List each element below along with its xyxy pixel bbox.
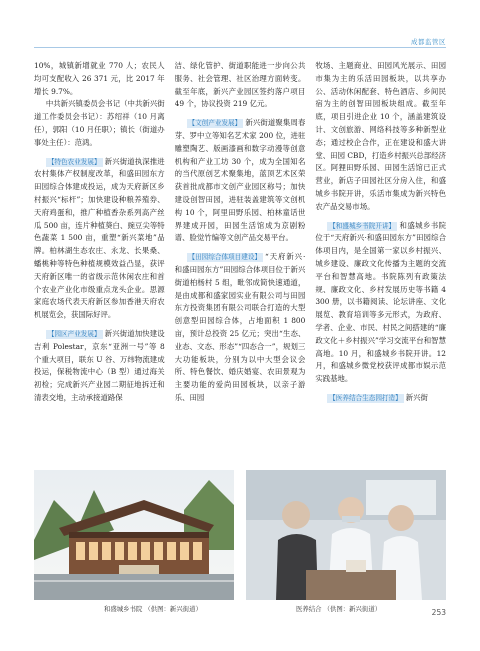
column-1 (34, 60, 165, 462)
paragraph: 洁、绿化管护、街道职能进一步向公共服务、社会管理、社区治理方面转变。截至年底，新兴产业园区签约落户项目 49 个，协议投资 219 亿元。 (174, 61, 306, 109)
section-paragraph (34, 328, 165, 405)
section-tag: 成都监管区 (411, 38, 446, 46)
photo-medical-care (246, 470, 446, 600)
section-paragraph (34, 156, 165, 322)
photo-library-building (34, 470, 234, 600)
section-paragraph (315, 220, 446, 386)
section-label: 【和盛城乡书院开讲】 (329, 221, 396, 230)
section-text: 新兴街道执深推进农村集体产权制度改革，和盛田园东方田园综合体建成投运，成为天府新区乡村振兴“标杆”；加快建设种粮养殖券、天府鸡蛋和，推广种植香杂系列高产丝瓜 500 亩，连片种植葵白、豌豆尖等特色蔬菜 1 500 亩，重塑“新兴菜地”品牌。柏林湖生态农庄、永龙、长果桑、蟠桃种等特色种植规模效益凸显，获评天府新区唯一的省级示范休闲农庄和首个农业产业化市级重点龙头企业。思源家庭农场代表天府新区参加香港天府农机展览会，获国际好评。 (34, 156, 165, 320)
paragraph: 10%，城镇新增就业 770 人；农民人均可支配收入 26 371 元，比 2017 年增长 9.7%。 (34, 61, 165, 96)
section-label: 【田园综合体项目建设】 (188, 253, 262, 262)
section-text: 新兴街道聚集周春芽、罗中立等知名艺术家 200 位，进驻雕塑陶艺、版画漆画和数字动漫等创意机构和产业工坊 30 个，成为全国知名的当代原创艺术聚集地，蓝顶艺术区荣获首批成都市文创产业园区称号；加快建设创智田园，进驻装盖建筑等文创机构 10 个，阿里田野乐园、柏林童话世界建成开园，田园生活馆成为京剧粉谱、脸觉竹编等文创产品交易平台。 (174, 118, 306, 243)
section-text: 和盛城乡书院位于“天府新兴·和盛田园东方”田园综合体项目内，是全国第一家以乡村振兴、城乡建设、廉政文化传播为主题的交流平台和智慧高地。书院陈列有政策法规、廉政文化、乡村发展历史等书籍 4 300 册，以书籍阅读、论坛讲座、文化展览、教育培训等多元形式，为政府、学者、企业、市民、村民之间搭建的“廉政文化＋乡村振兴”学习交流平台和智慧高地。10 月，和盛城乡书院开讲。12 月，和盛城乡微党校获评成都市娱示范实践基地。 (315, 220, 447, 384)
section-label: 【园区产业发展】 (47, 329, 101, 338)
column-2 (175, 60, 306, 462)
article-columns (34, 60, 446, 462)
section-paragraph (315, 392, 446, 405)
page-number: 253 (431, 608, 446, 617)
column-3 (315, 60, 446, 462)
section-text: 新兴街 (405, 392, 428, 402)
section-text: “天府新兴·和盛田园东方”田园综合体项目位于新兴街道柏杨村 5 组，毗邻成简快速通道，是由成都和盛家园实业有限公司与田园东方投资集团有限公司联合打造的大型创意型田园综合体，占地面积 1 800 亩，预计总投资 25 亿元；突出“生态、业态、文态、形态”“四态合一”，规划三大功能板块，分别为以中大型会议会所、特色餐饮、婚庆婚宴、农田景观为主要功能的爱尚田园板块，以亲子游乐、田园 (174, 252, 306, 402)
section-label: 【医养结合生态园打造】 (329, 393, 402, 402)
paragraph: 中共新兴镇委员会书记（中共新兴街道工作委员会书记）：苏绍祥（10 月离任），郭阳（10 月任职）；镇长（街道办事处主任）：范鸿。 (34, 99, 165, 147)
paragraph: 牧场、主题商业、田园风光展示、田园市集为主的乐活田园板块，以共享办公、活动休闲配套、特色酒店、乡间民宿为主的创智田园板块组成。截至年底，项目引进企业 10 个，涵盖建筑设计、文创旅游、网络科技等多种新型业态；通过校企合作，正在建设和盛大讲堂、田园 CBD，打造乡村振兴总部经济区。阿狸田野乐园、田园生活馆已正式营业，新店子田园社区分房入住，和盛城乡书院开讲，乐活市集成为新兴特色农产品交易市场。 (315, 61, 447, 211)
caption-left: 和盛城乡书院 （供图：新兴街道） (104, 605, 202, 613)
section-label: 【文创产业发展】 (188, 119, 242, 128)
header-rule (34, 47, 446, 48)
section-paragraph (175, 251, 306, 405)
section-label: 【特色农业发展】 (47, 157, 101, 166)
caption-right: 医养结合 （供图：新兴街道） (296, 605, 382, 613)
photo-row (34, 470, 446, 600)
section-paragraph (175, 117, 306, 245)
section-text: 新兴街道加快建设吉利 Polestar，京东“亚洲一号”等 8 个重大项目，联东 U 谷、万纬物流建成投运，保税物流中心（B 型）通过海关初检；完成新兴产业园二期征地拆迁和清表交地，主动承接道路保 (34, 328, 165, 402)
